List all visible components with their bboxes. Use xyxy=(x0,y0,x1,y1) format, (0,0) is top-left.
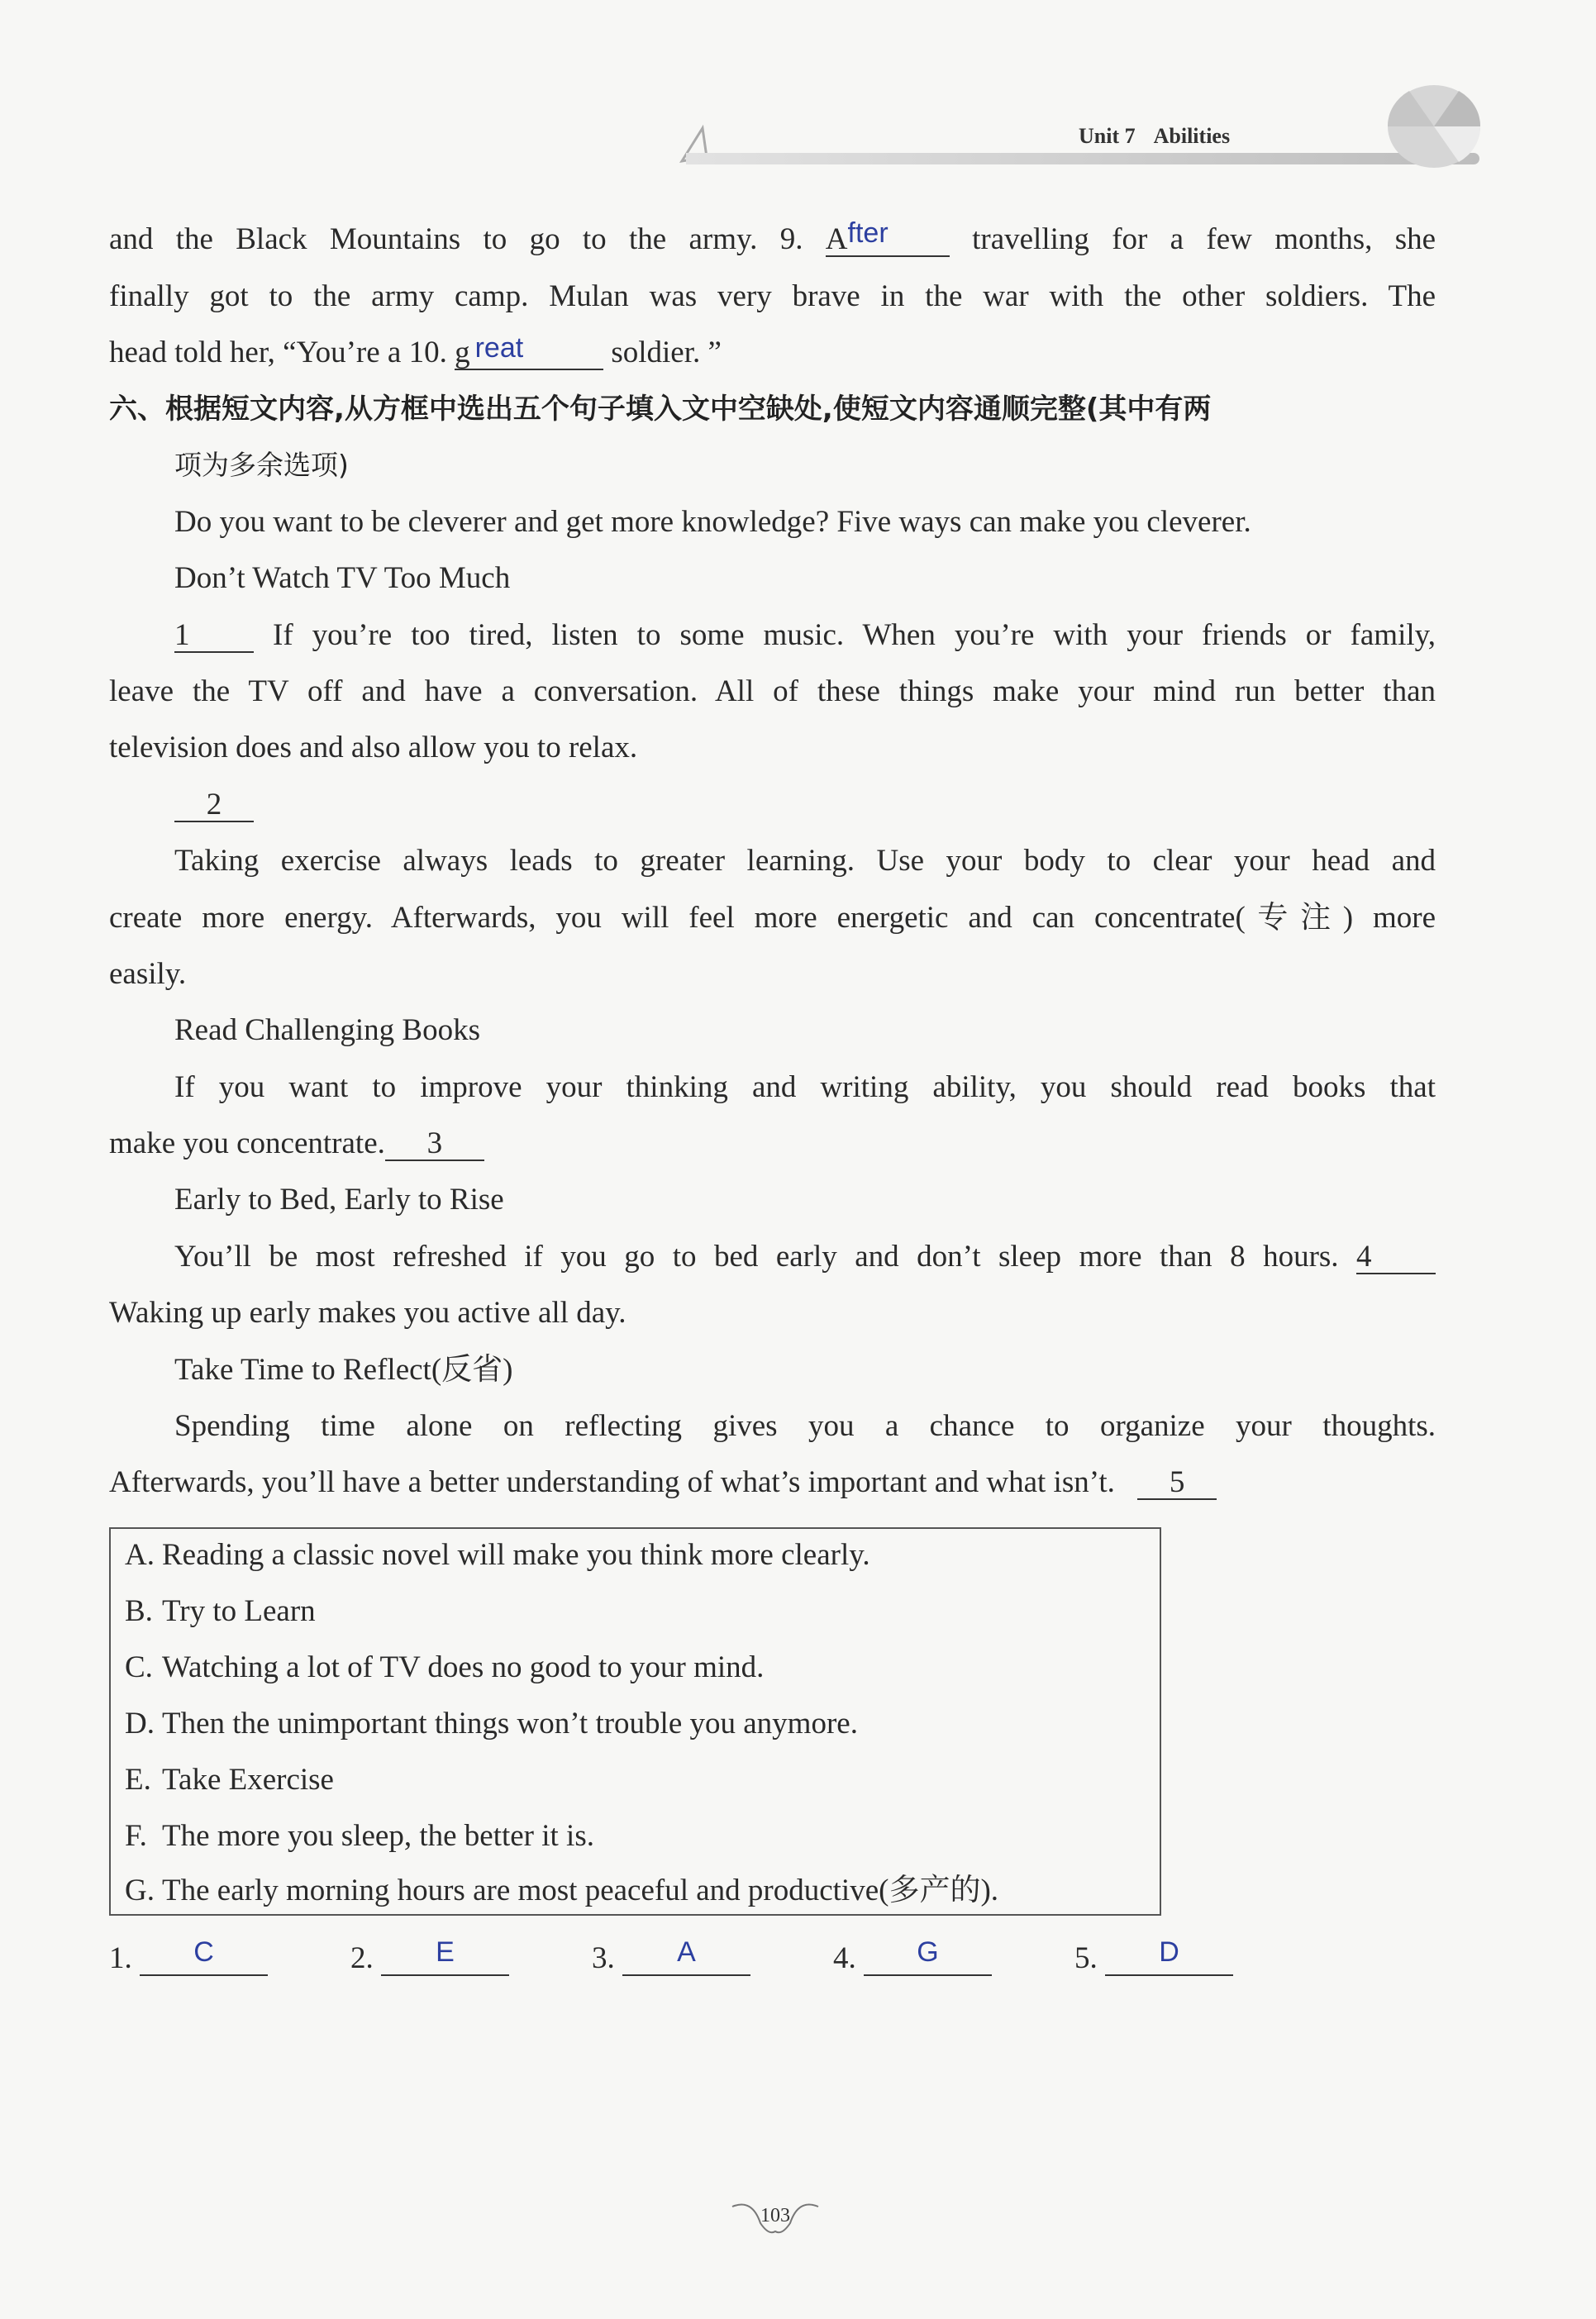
blank-4[interactable]: 4 xyxy=(1356,1241,1436,1274)
answer-5: 5. D xyxy=(1074,1939,1233,1979)
answer-row xyxy=(109,1936,1266,1988)
paragraph-line: leave the TV off and have a conversation. All of these things make your mind run better than xyxy=(109,674,1436,708)
paragraph-line: make you concentrate. 3 xyxy=(109,1124,1436,1164)
handwritten-answer-10: reat xyxy=(474,332,524,364)
unit-title: Abilities xyxy=(1153,124,1231,148)
blank-2[interactable]: 2 xyxy=(174,789,254,822)
section-title: 六、根据短文内容,从方框中选出五个句子填入文中空缺处,使短文内容通顺完整(其中有两 xyxy=(109,393,1212,426)
answer-4: 4. G xyxy=(833,1939,992,1979)
blank-3[interactable]: 3 xyxy=(385,1128,484,1161)
option-d: D. Then the unimportant things won’t trouble you anymore. xyxy=(125,1707,858,1740)
answer-1-field[interactable]: C xyxy=(140,1943,268,1976)
option-b: B. Try to Learn xyxy=(125,1594,316,1628)
paragraph-line: television does and also allow you to relax. xyxy=(109,731,638,764)
answer-1: 1. C xyxy=(109,1939,268,1979)
paragraph-line: You’ll be most refreshed if you go to bed early and don’t sleep more than 8 hours. 4 xyxy=(174,1237,1436,1277)
passage-line: head told her, “You’re a 10. g reat soldier. ” xyxy=(109,332,722,369)
blank-9[interactable]: After xyxy=(826,224,950,257)
paragraph-line: Waking up early makes you active all day. xyxy=(109,1296,626,1330)
blank-10[interactable]: g reat xyxy=(455,337,603,370)
paragraph-line: Taking exercise always leads to greater learning. Use your body to clear your head and xyxy=(174,844,1436,878)
blank-1[interactable]: 1 xyxy=(174,620,254,653)
paragraph-line: If you want to improve your thinking and writing ability, you should read books that xyxy=(174,1070,1436,1104)
heading-5: Take Time to Reflect(反省) xyxy=(174,1353,513,1387)
heading-4: Early to Bed, Early to Rise xyxy=(174,1183,504,1217)
paragraph-line: Afterwards, you’ll have a better understanding of what’s important and what isn’t. 5 xyxy=(109,1463,1436,1502)
blank-5[interactable]: 5 xyxy=(1137,1467,1217,1500)
section-title-cont: 项为多余选项) xyxy=(174,449,349,481)
passage-line: finally got to the army camp. Mulan was very brave in the war with the other soldiers. The xyxy=(109,279,1436,313)
options-box xyxy=(109,1527,1161,1916)
passage-line: and the Black Mountains to go to the army. 9. After travelling for a few months, she xyxy=(109,217,1436,256)
header-bar xyxy=(686,153,1479,164)
handwritten-answer-9: fter xyxy=(847,217,889,249)
answer-3: 3. A xyxy=(592,1939,750,1979)
heading-3: Read Challenging Books xyxy=(174,1013,480,1047)
paragraph-line: create more energy. Afterwards, you will feel more energetic and can concentrate(专注) more xyxy=(109,901,1436,935)
option-f: F. The more you sleep, the better it is. xyxy=(125,1819,594,1853)
heading-1: Don’t Watch TV Too Much xyxy=(174,561,511,595)
answer-2: 2. E xyxy=(350,1939,509,1979)
paragraph-2-blank xyxy=(174,785,422,825)
answer-3-field[interactable]: A xyxy=(622,1943,750,1976)
paragraph-1: 1 If you’re too tired, listen to some music. When you’re with your friends or family, xyxy=(174,618,1436,652)
answer-2-field[interactable]: E xyxy=(381,1943,509,1976)
option-c: C. Watching a lot of TV does no good to your mind. xyxy=(125,1650,765,1684)
unit-label: Unit 7 xyxy=(1079,124,1136,148)
paragraph-line: easily. xyxy=(109,957,187,991)
paragraph-line: Spending time alone on reflecting gives you a chance to organize your thoughts. xyxy=(174,1409,1436,1443)
answer-5-field[interactable]: D xyxy=(1105,1943,1233,1976)
option-g: G. The early morning hours are most peaceful and productive(多产的). xyxy=(125,1874,999,1907)
header-title xyxy=(1079,124,1230,149)
intro-text: Do you want to be cleverer and get more knowledge? Five ways can make you cleverer. xyxy=(174,505,1251,539)
option-a: A. Reading a classic novel will make you think more clearly. xyxy=(125,1538,870,1572)
answer-4-field[interactable]: G xyxy=(864,1943,992,1976)
disc-decoration-icon xyxy=(1384,81,1484,172)
page-number: 103 xyxy=(760,2205,790,2226)
option-e: E. Take Exercise xyxy=(125,1763,334,1797)
